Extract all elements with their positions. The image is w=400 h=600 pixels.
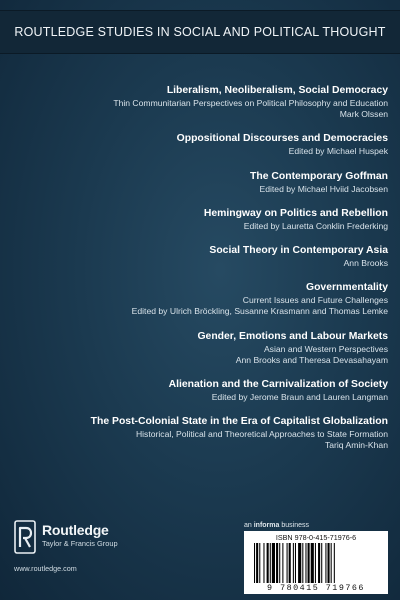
barcode-bar <box>318 543 320 583</box>
book-subtitle: Historical, Political and Theoretical Approaches to State Formation <box>135 429 388 440</box>
barcode-icon <box>254 543 378 583</box>
book-subtitle: Asian and Western Perspectives <box>263 343 388 354</box>
barcode-bar <box>302 543 303 583</box>
book-title: Gender, Emotions and Labour Markets <box>197 330 388 342</box>
publisher-website: www.routledge.com <box>14 564 77 573</box>
book-title: The Post-Colonial State in the Era of Capitalist Globalization <box>90 416 388 428</box>
informa-tagline <box>244 522 309 529</box>
book-title: Hemingway on Politics and Rebellion <box>203 207 388 219</box>
book-author: Ann Brooks <box>343 258 388 269</box>
barcode-bar <box>331 543 332 583</box>
book-entry <box>0 330 388 366</box>
barcode-bar <box>259 543 260 583</box>
book-title: The Contemporary Goffman <box>250 170 388 182</box>
barcode-bar <box>334 543 335 583</box>
book-author: Edited by Jerome Braun and Lauren Langman <box>211 392 388 403</box>
book-entry <box>0 415 388 451</box>
book-entry <box>0 170 388 195</box>
book-title: Alienation and the Carnivalization of Society <box>168 379 388 391</box>
informa-prefix: an <box>244 522 254 529</box>
book-list <box>0 84 388 452</box>
barcode-bar <box>272 543 275 583</box>
barcode-bar <box>276 543 278 583</box>
publisher-name: Routledge <box>42 522 109 538</box>
book-author: Edited by Lauretta Conklin Frederking <box>243 220 388 231</box>
informa-word: informa <box>253 522 280 529</box>
barcode-bar <box>254 543 255 583</box>
barcode-bar <box>315 543 316 583</box>
barcode-bar <box>305 543 306 583</box>
book-title: Social Theory in Contemporary Asia <box>209 245 388 257</box>
book-subtitle: Thin Communitarian Perspectives on Political Philosophy and Education <box>113 98 388 108</box>
book-author: Edited by Ulrich Bröckling, Susanne Krasmann and Thomas Lemke <box>131 306 388 317</box>
book-title: Governmentality <box>306 282 388 294</box>
barcode-bar <box>293 543 294 583</box>
barcode-bar <box>282 543 283 583</box>
book-entry <box>0 378 388 403</box>
book-title: Oppositional Discourses and Democracies <box>176 133 388 145</box>
barcode-bar <box>267 543 269 583</box>
series-title: ROUTLEDGE STUDIES IN SOCIAL AND POLITICAL THOUGHT <box>14 25 386 39</box>
barcode-bar <box>287 543 288 583</box>
barcode-digits: 9 780415 719766 <box>267 583 365 593</box>
book-entry <box>0 281 388 317</box>
book-author: Tariq Amin-Khan <box>324 440 388 451</box>
book-entry <box>0 207 388 232</box>
informa-suffix: business <box>279 522 309 529</box>
book-title: Liberalism, Neoliberalism, Social Democracy <box>166 85 388 96</box>
book-author: Edited by Michael Huspek <box>288 146 388 157</box>
book-entry <box>0 244 388 269</box>
barcode-bar <box>325 543 326 583</box>
barcode-box <box>244 531 388 594</box>
publisher-block <box>14 520 194 573</box>
book-subtitle: Current Issues and Future Challenges <box>242 295 388 306</box>
barcode-bar <box>311 543 314 583</box>
barcode-bar <box>328 543 330 583</box>
barcode-bar <box>289 543 291 583</box>
barcode-bar <box>308 543 310 583</box>
barcode-bar <box>321 543 322 583</box>
publisher-group: Taylor & Francis Group <box>42 539 118 548</box>
book-author: Edited by Michael Hviid Jacobsen <box>259 183 388 194</box>
barcode-bar <box>270 543 271 583</box>
series-band <box>0 10 400 54</box>
routledge-logo-icon <box>14 520 36 554</box>
publisher-logo <box>14 520 194 554</box>
book-entry <box>0 132 388 157</box>
isbn-label: ISBN 978-0-415-71976-6 <box>275 533 357 542</box>
barcode-bar <box>298 543 301 583</box>
book-author: Mark Olssen <box>339 109 388 120</box>
barcode-bar <box>279 543 280 583</box>
barcode-bar <box>295 543 296 583</box>
book-entry <box>0 84 388 120</box>
barcode-bar <box>263 543 264 583</box>
book-author: Ann Brooks and Theresa Devasahayam <box>235 354 388 365</box>
barcode-bar <box>256 543 258 583</box>
